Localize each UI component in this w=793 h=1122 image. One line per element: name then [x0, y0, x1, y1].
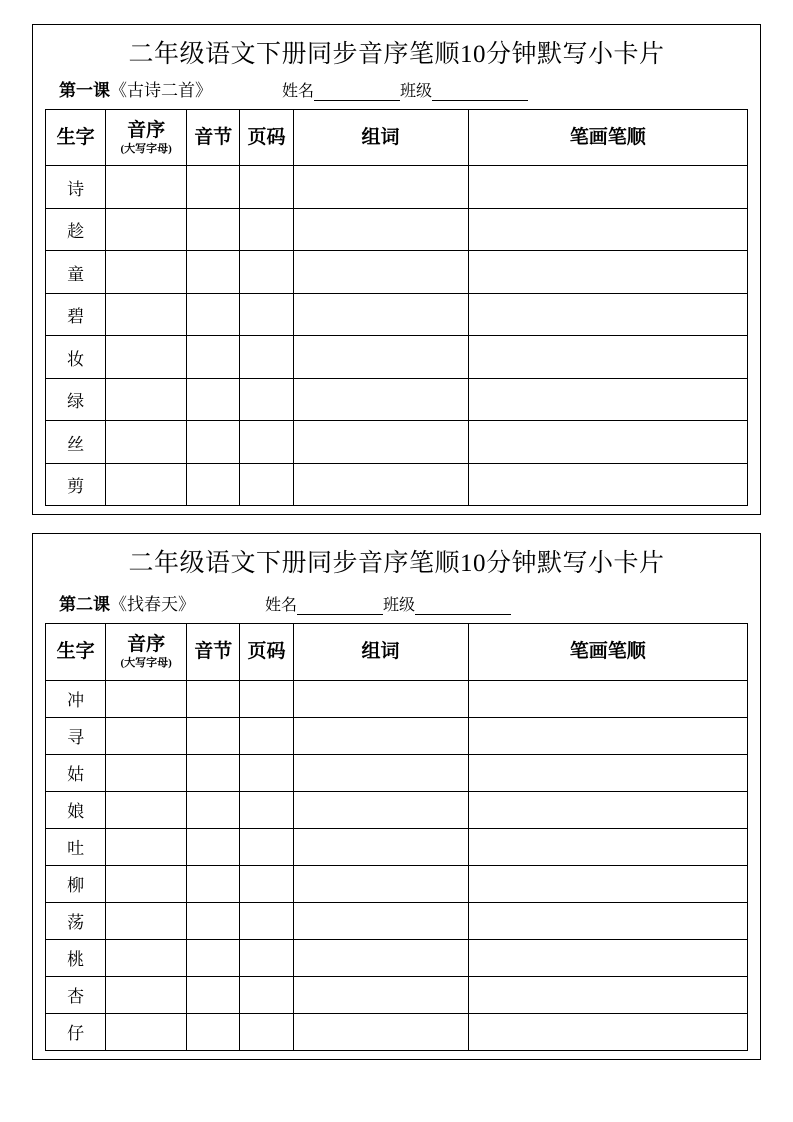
table-row	[46, 902, 748, 939]
yinxu-cell[interactable]	[106, 680, 187, 717]
bihua-cell[interactable]	[468, 754, 747, 791]
character-cell: 姑	[46, 754, 106, 791]
table-row	[46, 791, 748, 828]
yema-cell[interactable]	[240, 680, 293, 717]
character-cell: 桃	[46, 939, 106, 976]
column-header-shengzi: 生字	[46, 110, 106, 166]
yinxu-cell[interactable]	[106, 754, 187, 791]
character-cell: 娘	[46, 791, 106, 828]
column-header-zuci: 组词	[293, 623, 468, 680]
column-header-yinjie: 音节	[187, 110, 240, 166]
yinjie-cell[interactable]	[187, 463, 240, 506]
table-row	[46, 754, 748, 791]
yinjie-cell[interactable]	[187, 754, 240, 791]
page-title: 二年级语文下册同步音序笔顺10分钟默写小卡片	[128, 41, 665, 68]
yema-cell[interactable]	[240, 378, 293, 421]
lesson-number-label: 第二课	[59, 594, 110, 614]
yinjie-cell[interactable]	[187, 421, 240, 464]
column-header-shengzi: 生字	[46, 623, 106, 680]
bihua-cell[interactable]	[468, 421, 747, 464]
yema-cell[interactable]	[240, 251, 293, 294]
table-row	[46, 336, 748, 379]
name-class-fields	[282, 78, 528, 101]
yinxu-cell[interactable]	[106, 463, 187, 506]
zuci-cell[interactable]	[293, 939, 468, 976]
yema-cell[interactable]	[240, 208, 293, 251]
yinxu-cell[interactable]	[106, 865, 187, 902]
yinjie-cell[interactable]	[187, 902, 240, 939]
character-cell: 绿	[46, 378, 106, 421]
yinxu-cell[interactable]	[106, 378, 187, 421]
lesson-title-label: 《找春天》	[110, 594, 195, 614]
zuci-cell[interactable]	[293, 902, 468, 939]
yinxu-cell[interactable]	[106, 828, 187, 865]
table-row	[46, 293, 748, 336]
table-row	[46, 976, 748, 1013]
bihua-cell[interactable]	[468, 463, 747, 506]
table-header-row	[46, 110, 748, 166]
yema-cell[interactable]	[240, 902, 293, 939]
yinxu-cell[interactable]	[106, 166, 187, 209]
bihua-cell[interactable]	[468, 378, 747, 421]
worksheet-card-lesson-2	[32, 533, 761, 1059]
lesson-number-label: 第一课	[59, 81, 110, 101]
yinxu-cell[interactable]	[106, 293, 187, 336]
yema-cell[interactable]	[240, 336, 293, 379]
yema-cell[interactable]	[240, 791, 293, 828]
column-header-zuci: 组词	[293, 110, 468, 166]
worksheet-card-lesson-1	[32, 24, 761, 515]
yinjie-cell[interactable]	[187, 166, 240, 209]
name-label: 姓名	[282, 83, 315, 101]
yinjie-cell[interactable]	[187, 378, 240, 421]
bihua-cell[interactable]	[468, 1013, 747, 1050]
zuci-cell[interactable]	[293, 828, 468, 865]
name-input-blank[interactable]	[297, 599, 383, 615]
zuci-cell[interactable]	[293, 463, 468, 506]
yema-cell[interactable]	[240, 463, 293, 506]
yema-cell[interactable]	[240, 1013, 293, 1050]
yema-cell[interactable]	[240, 976, 293, 1013]
yinjie-cell[interactable]	[187, 939, 240, 976]
yinxu-cell[interactable]	[106, 791, 187, 828]
character-cell: 诗	[46, 166, 106, 209]
bihua-cell[interactable]	[468, 336, 747, 379]
table-row	[46, 828, 748, 865]
yema-cell[interactable]	[240, 293, 293, 336]
column-header-yinjie: 音节	[187, 623, 240, 680]
name-input-blank[interactable]	[314, 85, 400, 101]
bihua-cell[interactable]	[468, 976, 747, 1013]
yema-cell[interactable]	[240, 754, 293, 791]
yinjie-cell[interactable]	[187, 717, 240, 754]
yinxu-cell[interactable]	[106, 421, 187, 464]
yinjie-cell[interactable]	[187, 336, 240, 379]
yinxu-cell[interactable]	[106, 717, 187, 754]
bihua-cell[interactable]	[468, 902, 747, 939]
column-header-yinxu: 音序 (大写字母)	[106, 623, 187, 680]
yema-cell[interactable]	[240, 421, 293, 464]
yinxu-cell[interactable]	[106, 1013, 187, 1050]
zuci-cell[interactable]	[293, 717, 468, 754]
zuci-cell[interactable]	[293, 680, 468, 717]
table-row	[46, 939, 748, 976]
zuci-cell[interactable]	[293, 251, 468, 294]
character-cell: 童	[46, 251, 106, 294]
yinjie-cell[interactable]	[187, 293, 240, 336]
column-header-yinxu-note: (大写字母)	[120, 656, 172, 669]
bihua-cell[interactable]	[468, 293, 747, 336]
yinjie-cell[interactable]	[187, 1013, 240, 1050]
zuci-cell[interactable]	[293, 208, 468, 251]
yema-cell[interactable]	[240, 865, 293, 902]
column-header-yinxu: 音序 (大写字母)	[106, 110, 187, 166]
class-label: 班级	[400, 83, 433, 101]
yinxu-cell[interactable]	[106, 902, 187, 939]
zuci-cell[interactable]	[293, 1013, 468, 1050]
table-row	[46, 251, 748, 294]
yinjie-cell[interactable]	[187, 680, 240, 717]
zuci-cell[interactable]	[293, 421, 468, 464]
table-row	[46, 208, 748, 251]
yema-cell[interactable]	[240, 166, 293, 209]
zuci-cell[interactable]	[293, 754, 468, 791]
table-row	[46, 421, 748, 464]
yinjie-cell[interactable]	[187, 976, 240, 1013]
character-cell: 碧	[46, 293, 106, 336]
column-header-bihua: 笔画笔顺	[468, 110, 747, 166]
character-cell: 吐	[46, 828, 106, 865]
name-label: 姓名	[265, 596, 298, 614]
character-cell: 妆	[46, 336, 106, 379]
bihua-cell[interactable]	[468, 717, 747, 754]
character-cell: 寻	[46, 717, 106, 754]
yinjie-cell[interactable]	[187, 865, 240, 902]
character-cell: 冲	[46, 680, 106, 717]
bihua-cell[interactable]	[468, 251, 747, 294]
table-row	[46, 378, 748, 421]
table-row	[46, 463, 748, 506]
column-header-yema: 页码	[240, 623, 293, 680]
class-label: 班级	[383, 596, 416, 614]
class-input-blank[interactable]	[432, 85, 528, 101]
column-header-yema: 页码	[240, 110, 293, 166]
zuci-cell[interactable]	[293, 293, 468, 336]
character-cell: 杏	[46, 976, 106, 1013]
column-header-yinxu-note: (大写字母)	[120, 142, 172, 155]
yema-cell[interactable]	[240, 828, 293, 865]
table-body-lesson-1	[46, 166, 748, 506]
table-row	[46, 717, 748, 754]
name-class-fields	[265, 592, 511, 615]
zuci-cell[interactable]	[293, 166, 468, 209]
lesson-header-row	[45, 590, 748, 615]
character-cell: 荡	[46, 902, 106, 939]
column-header-bihua: 笔画笔顺	[468, 623, 747, 680]
practice-table	[45, 623, 748, 1051]
yinjie-cell[interactable]	[187, 828, 240, 865]
character-cell: 仔	[46, 1013, 106, 1050]
character-cell: 趁	[46, 208, 106, 251]
yinxu-cell[interactable]	[106, 208, 187, 251]
table-body-lesson-2	[46, 680, 748, 1050]
bihua-cell[interactable]	[468, 865, 747, 902]
table-row	[46, 865, 748, 902]
zuci-cell[interactable]	[293, 976, 468, 1013]
yema-cell[interactable]	[240, 939, 293, 976]
lesson-heading	[59, 76, 212, 101]
yinxu-cell[interactable]	[106, 976, 187, 1013]
yinjie-cell[interactable]	[187, 208, 240, 251]
table-row	[46, 680, 748, 717]
character-cell: 柳	[46, 865, 106, 902]
bihua-cell[interactable]	[468, 166, 747, 209]
page-title: 二年级语文下册同步音序笔顺10分钟默写小卡片	[128, 550, 665, 578]
class-input-blank[interactable]	[415, 599, 511, 615]
zuci-cell[interactable]	[293, 791, 468, 828]
zuci-cell[interactable]	[293, 378, 468, 421]
lesson-header-row	[45, 76, 748, 101]
bihua-cell[interactable]	[468, 680, 747, 717]
yema-cell[interactable]	[240, 717, 293, 754]
bihua-cell[interactable]	[468, 208, 747, 251]
yinjie-cell[interactable]	[187, 251, 240, 294]
character-cell: 剪	[46, 463, 106, 506]
yinxu-cell[interactable]	[106, 251, 187, 294]
zuci-cell[interactable]	[293, 865, 468, 902]
table-header-row	[46, 623, 748, 680]
bihua-cell[interactable]	[468, 791, 747, 828]
yinjie-cell[interactable]	[187, 791, 240, 828]
bihua-cell[interactable]	[468, 828, 747, 865]
yinxu-cell[interactable]	[106, 939, 187, 976]
table-row	[46, 1013, 748, 1050]
lesson-title-label: 《古诗二首》	[110, 81, 212, 101]
character-cell: 丝	[46, 421, 106, 464]
practice-table	[45, 109, 748, 506]
bihua-cell[interactable]	[468, 939, 747, 976]
yinxu-cell[interactable]	[106, 336, 187, 379]
zuci-cell[interactable]	[293, 336, 468, 379]
table-row	[46, 166, 748, 209]
lesson-heading	[59, 590, 195, 615]
